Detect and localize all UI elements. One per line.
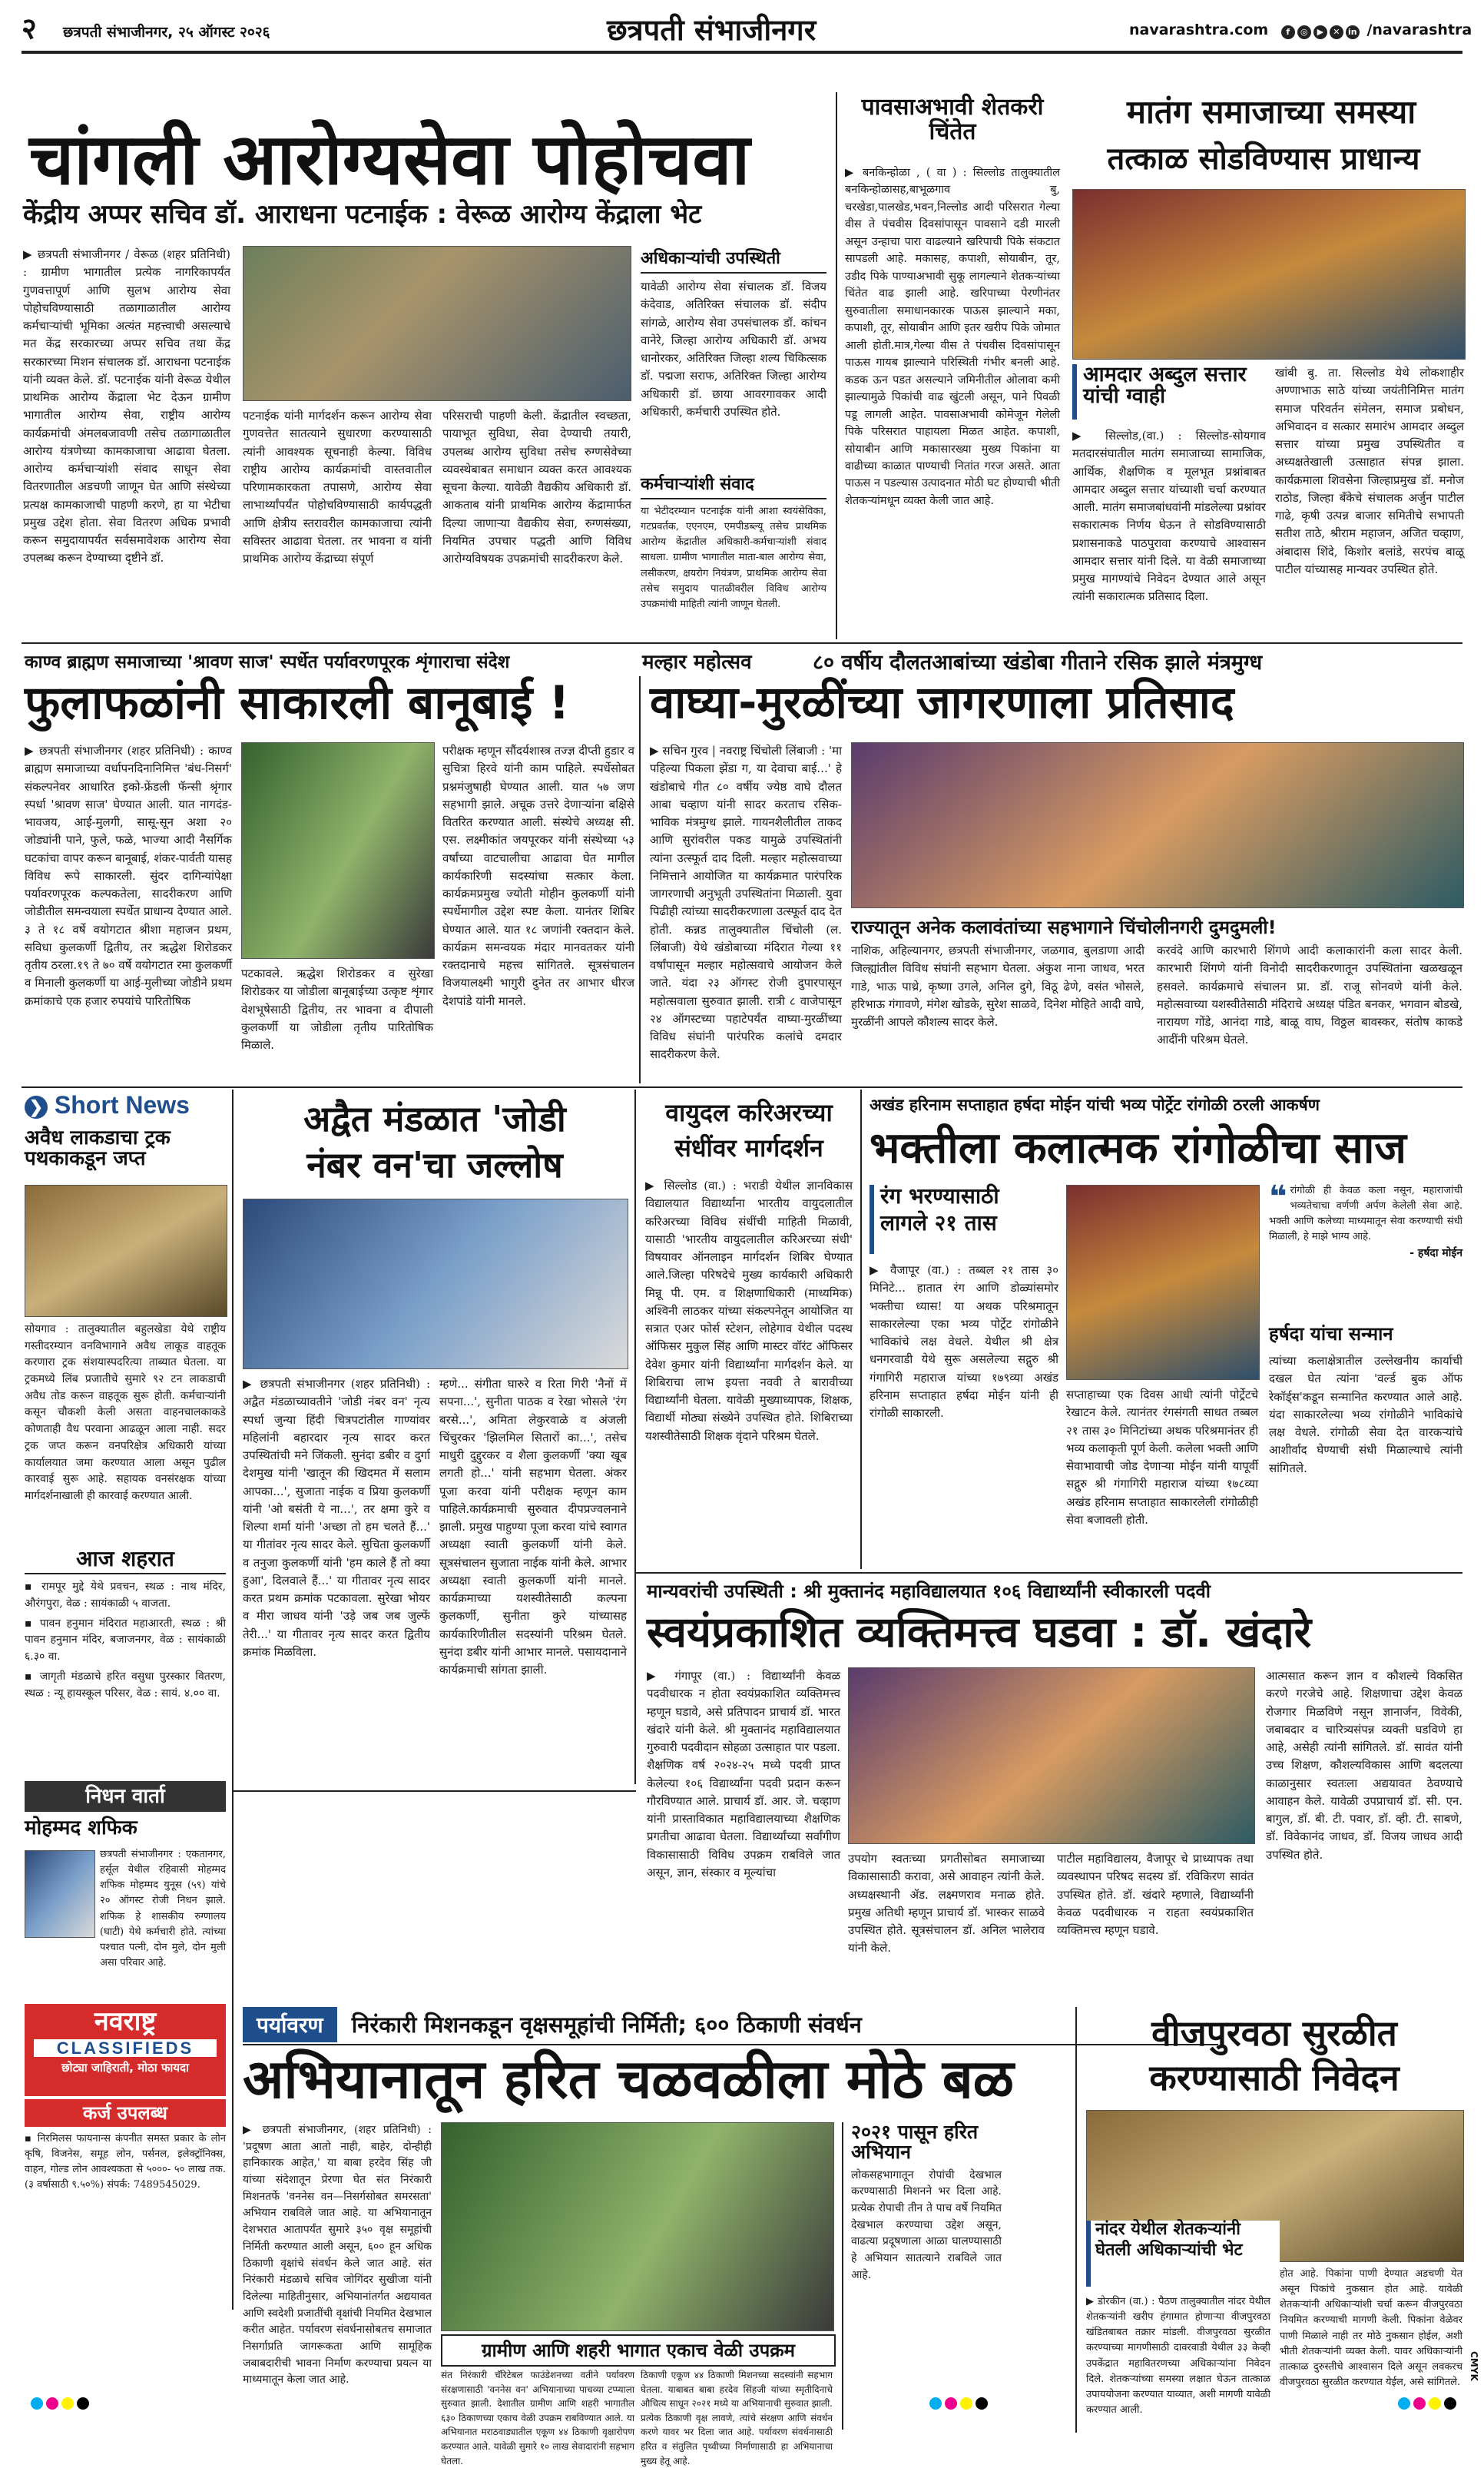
col-rule [836,92,837,639]
env-side-box-body: लोकसहभागातून रोपांची देखभाल करण्यासाठी मिशनने भर दिला आहे. प्रत्येक रोपाची तीन ते पाच वर्षे नियमित देखभाल करण्याचा उद्देश असून, वाढत्या प्रदूषणाला आळा घालण्यासाठी हे अभियान सातत्याने राबविले जात आहे. [851,2168,1002,2281]
waghya-subhead: राज्यातून अनेक कलावंतांच्या सहभागाने चिंचोलीनगरी दुमदुमली! [851,917,1277,938]
row2-rule [22,642,1462,644]
health-centre-photo [243,246,631,401]
matang-box [1072,364,1275,420]
rangoli-quote-text: रांगोळी ही केवळ कला नसून, महाराजांची भव्यतेचाचा वर्णणी अर्पण केलेली सेवा आहे. भक्ती आणि कलेच्या माध्यमातून सेवा करण्याची संधी मिळाली, हे माझे भाग्य आहे. [1269,1185,1462,1243]
col-rule-5 [860,1090,862,1569]
power-headline-1: वीजपुरवठा सुरळीत [1151,2012,1397,2054]
vayudal-body: ▶ सिल्लोड (वा.) : भराडी येथील ज्ञानविकास विद्यालयात विद्यार्थ्यांना भारतीय वायुदलातील करिअरच्या विविध संधींची माहिती मिळावी, यासाठी 'भारतीय वायुदलातील करिअरच्या संधी' विषयावर ऑनलाइन मार्गदर्शन शिबिर घेण्यात आले.जिल्हा परिषदेचे मुख्य कार्यकारी अधिकारी मिन्नू पी. एम. व शिक्षणाधिकारी (माध्यमिक) अश्विनी लाठकर यांच्या संकल्पनेतून आयोजित या सत्रात एअर फोर्स स्टेशन, लोहेगाव येथील पदस्थ ऑफिसर मुकुल सिंह आणि मास्टर वॉरंट ऑफिसर देवेश कुमार यांनी विद्यार्थ्यांना मार्गदर्शन केले. या शिबिराचा लाभ इयत्ता नववी ते बारावीच्या विद्यार्थ्यांनी घेतला. यावेळी मुख्याध्यापक, शिक्षक, विद्यार्थी मोठ्या संख्येने उपस्थित होते. शिबिराच्या यशस्वीतेसाठी शिक्षक वृंदाने परिश्रम घेतले. [645,1179,853,1443]
short-news-label: ❯ Short News [25,1091,190,1120]
classifieds-tagline: छोट्या जाहिराती, मोठा फायदा [61,2060,189,2075]
edition-title: छत्रपती संभाजीनगर [607,13,817,47]
registration-dots-left [31,2397,92,2413]
timber-truck-photo [25,1185,227,1317]
env-body-1: ▶ छत्रपती संभाजीनगर, (शहर प्रतिनिधी) : 'प्रदूषण आता आतो नाही, बाहेर, दोन्हीही हानिकारक आहेत,' या बाबा हरदेव सिंह जी यांच्या संदेशातून प्रेरणा घेत संत निरंकारी मिशनतर्फे 'वननेस वन—निसर्गसोबत समरसता' अभियान राबविले जात आहे. या अभियानातून देशभरात आतापर्यंत सुमारे ३५० वृक्ष समूहांची निर्मिती करण्यात आली असून, ६०० हून अधिक ठिकाणी वृक्षांचे संवर्धन केले जात आहे. संत निरंकारी मंडळाचे सचिव जोगिंदर सुखीजा यांनी दिलेल्या माहितीनुसार, अभियानांतर्गत अद्ययावत आणि स्वदेशी प्रजातींची वृक्षांची नियमित देखभाल करीत आहेत. पर्यावरण संवर्धनासोबतच समाजात निसर्गाप्रति जागरूकता आणि सामूहिक जबाबदारीची भावना निर्माण करण्याचा प्रयत्न या माध्यमातून केला जात आहे. [243,2124,432,2387]
site-links [1129,22,1472,39]
banu-body-3: परीक्षक म्हणून सौंदर्यशास्त्र तज्ज्ञ दीप्ती हुडार व सुचित्रा हिरवे यांनी काम पाहिले. स्पर्धेसोबत प्रश्नमंजुषाही घेण्यात आली. यात ५७ जण सहभागी झाले. अचूक उत्तरे देणाऱ्यांना बक्षिसे वितरित करण्यात आली. संस्थेचे अध्यक्ष सी. एस. लक्ष्मीकांत जयपूरकर यांनी संस्थेच्या ५३ वर्षांच्या वाटचालीचा आढावा घेत मागील कार्यकारिणी सदस्यांचा सत्कार केला. कार्यक्रमप्रमुख ज्योती मोहीन कुलकर्णी यांनी स्पर्धेमागील उद्देश स्पष्ट केला. यानंतर शिबिर घेण्यात आले. यात १८ जणांनी रक्तदान केले. कार्यक्रम समन्वयक मंदार मानवतकर यांनी रक्तदानाचे महत्त्व सांगितले. सूत्रसंचालन विजयालक्ष्मी भागुरी दुनेत तर आभार धीरज देशपांडे यांनी मानले. [442,744,634,1008]
x-icon[interactable]: ✕ [1330,25,1343,39]
waghya-body-2: नाशिक, अहिल्यानगर, छत्रपती संभाजीनगर, जळगाव, बुलडाणा आदी जिल्ह्यांतील विविध संघांनी सहभाग घेतला. अंकुश नाना जाधव, भरत गाडे, भाऊ पाथ्रे, कृष्णा उगले, अनिल दुगे, विठू ढेणे, वसंत भोसले, हरिभाऊ गंगावणे, मंगेश खोडके, सुरेश साळवे, दिनेश मोहिते आदी वाघे, मुरळींनी आपले कौशल्य सादर केले. [851,944,1144,1029]
staff-box-title: कर्मचाऱ्यांशी संवाद [641,472,826,499]
env-side-box [842,2122,1002,2430]
vayudal-headline-2: संधींवर मार्गदर्शन [674,1133,823,1163]
officials-box-body: यावेळी आरोग्य सेवा संचालक डॉ. विजय कंदेवाड, अतिरिक्त संचालक डॉ. संदीप सांगळे, आरोग्य सेवा उपसंचालक डॉ. कांचन वानेरे, जिल्हा आरोग्य अधिकारी डॉ. अभय धानोरकर, अतिरिक्त जिल्हा शल्य चिकित्सक डॉ. पद्मजा सराफ, अतिरिक्त जिल्हा आरोग्य अधिकारी डॉ. छाया आवरगावकर आदी अधिकारी, कर्मचारी उपस्थित होते. [641,280,826,419]
obituary-body: छत्रपती संभाजीनगर : एकतानगर, हर्सूल येथील रहिवासी मोहम्मद शफिक मोहम्मद युनूस (५९) यांचे २० ऑगस्ट रोजी निधन झाले. शफिक हे शासकीय रुग्णालय (घाटी) येथे कर्मचारी होते. त्यांच्या पश्चात पत्नी, दोन मुले, दोन मुली असा परिवार आहे. [100,1849,226,1969]
rangoli-headline: भक्तीला कलात्मक रांगोळीचा साज [870,1123,1406,1173]
masthead-rule [22,51,1462,54]
black-dot [77,2397,89,2410]
linkedin-icon[interactable]: in [1346,25,1360,39]
staff-box-body: या भेटीदरम्यान पटनाईक यांनी आशा स्वयंसेविका, गटप्रवर्तक, एएनएम, एमपीडब्ल्यू तसेच प्राथमिक आरोग्य केंद्रातील अधिकारी-कर्मचाऱ्यांशी संवाद साधला. ग्रामीण भागातील माता-बाल आरोग्य सेवा, लसीकरण, क्षयरोग नियंत्रण, प्राथमिक आरोग्य सेवा तसेच समुदाय पातळीवरील विविध आरोग्य उपक्रमांची माहिती त्यांनी जाणून घेतली. [641,506,826,610]
lead-subhead: केंद्रीय अप्पर सचिव डॉ. आराधना पटनाईक : वेरूळ आरोग्य केंद्राला भेट [23,199,702,230]
social-icons [1281,22,1367,38]
matang-headline-1: मातंग समाजाच्या समस्या [1126,93,1416,131]
matang-body-2: खांबी बु. ता. सिल्लोड येथे लोकशाहीर अण्णाभाऊ साठे यांच्या जयंतीनिमित्त मातंग समाज परिवर्तन संमेलन, समाज प्रबोधन, अभिवादन व सत्कार समारंभ आमदार अब्दुल सत्तार यांच्या प्रमुख उपस्थितीत व अध्यक्षतेखाली उत्साहात संपन्न झाला. कार्यक्रमाला शिवसेना जिल्हाप्रमुख डॉ. मनोज राठोड, जिल्हा बँकेचे संचालक अर्जुन पाटील गाढे, कृषी उत्पन्न बाजार समितीचे सभापती सतीश ताठे, श्रीराम महाजन, अजित चव्हाण, अंबादास शिंदे, किशोर बलांडे, सरपंच बाळू पाटील यांच्यासह मान्यवर उपस्थित होते. [1275,366,1464,576]
lead-body-col2: पटनाईक यांनी मार्गदर्शन करून आरोग्य सेवा गुणवत्तेत सातत्याने सुधारणा करण्यासाठी त्यांनी आवश्यक सूचनाही केल्या. विविध राष्ट्रीय आरोग्य कार्यक्रमांची वास्तवातील परिणामकारकता तपासणे, आरोग्य सेवा लाभार्थ्यांपर्यंत पोहोचविण्यासाठी कार्यपद्धती आणि क्षेत्रीय स्तरावरील कामकाजाचा त्यांनी सविस्तर आढावा घेतला. तर भावना व यांनी प्राथमिक आरोग्य केंद्राच्या संपूर्ण [243,409,432,566]
yellow-dot [960,2397,972,2410]
magenta-dot [1413,2397,1426,2410]
officials-box-title: अधिकाऱ्यांची उपस्थिती [641,246,826,274]
magenta-dot [46,2397,58,2410]
honor-body: त्यांच्या कलाक्षेत्रातील उल्लेखनीय कार्याची दखल घेत त्यांना 'वर्ल्ड बुक ऑफ रेकॉर्ड्स'कडून सन्मानित करण्यात आले आहे. यंदा साकारलेल्या भव्य रांगोळीने भाविकांचे लक्ष वेधले. रांगोळी सेवा देत वारकऱ्यांचे आशीर्वाद घेण्याची संधी मिळाल्याचे त्यांनी सांगितले. [1269,1354,1462,1475]
aaj-item: ▪ पावन हनुमान मंदिरात महाआरती, स्थळ : श्री पावन हनुमान मंदिर, बजाजनगर, वेळ : सायंकाळी ६.३० वा. [25,1617,226,1664]
facebook-icon[interactable]: f [1281,25,1295,39]
social-handle[interactable]: /navarashtra [1366,22,1472,38]
matang-headline-2: तत्काळ सोडविण्यास प्राधान्य [1107,141,1420,177]
power-caption-line-1: नांदर येथील शेतकऱ्यांनी [1095,2220,1241,2239]
rangoli-box-line-1: रंग भरण्यासाठी [880,1183,999,1209]
rangoli-quote [1269,1179,1462,1319]
short-news-body: सोयगाव : तालुक्यातील बहुलखेडा येथे राष्ट्रीय गस्तीदरम्यान वनविभागाने अवैध लाकूड वाहतूक करणारा ट्रक संशयास्पदरित्या ताब्यात घेतला. या ट्रकमध्ये लिंब प्रजातीचे सुमारे ९२ टन लाकडाची अवैध तोड करून वाहतूक सुरू होती. कर्मचाऱ्यांनी कसून चौकशी केली असता वाहनचालकाकडे कोणताही वैध परवाना आढळून आला नाही. सदर ट्रक जप्त करून वनपरिक्षेत्र अधिकारी यांच्या कार्यालयात जमा करण्यात आला असून पुढील कारवाई सुरू आहे. सहायक वनसंरक्षक यांच्या मार्गदर्शनाखाली ही कारवाई करण्यात आली. [25,1323,226,1502]
degree-kicker: मान्यवरांची उपस्थिती : श्री मुक्तानंद महाविद्यालयात १०६ विद्यार्थ्यांनी स्वीकारली पदवी [647,1581,1211,1602]
env-photo-caption: ग्रामीण आणि शहरी भागात एकाच वेळी उपक्रम [441,2334,836,2367]
banu-photo [241,742,435,959]
rangoli-photo [1066,1185,1260,1380]
waghya-body-3: करवंदे आणि कारभारी शिंगणे आदी कलाकारांनी कला सादर केली. कारभारी शिंगणे यांनी विनोदी सादरीकरणातून उपस्थितांना खळखळून हसवले. कार्यक्रमाचे संचालन प्रा. डॉ. राजू सोनवणे यांनी केले. महोत्सवाच्या यशस्वीतेसाठी मंदिराचे अध्यक्ष पंडित बनकर, भगवान बोडखे, नारायण गोंडे, आनंदा गाडे, बाळू वाघ, विठ्ठल बावस्कर, संतोष काकडे आदींनी परिश्रम घेतले. [1157,944,1462,1047]
cyan-dot [929,2397,942,2410]
col-rule-2 [639,676,641,1083]
degree-body-1: ▶ गंगापूर (वा.) : विद्यार्थ्यांनी केवळ पदवीधारक न होता स्वयंप्रकाशित व्यक्तिमत्त्व म्हणून घडावे, असे प्रतिपादन प्राचार्य डॉ. भारत खंदारे यांनी केले. श्री मुक्तानंद महाविद्यालयात गुरुवारी पदवीदान सोहळा उत्साहात पार पडला. शैक्षणिक वर्ष २०२४-२५ मध्ये पदवी प्राप्त केलेल्या १०६ विद्यार्थ्यांना पदवी प्रदान करून गौरविण्यात आले. प्राचार्य डॉ. आर. जे. चव्हाण यांनी प्रास्ताविकात महाविद्यालयाच्या शैक्षणिक प्रगतीचा आढावा घेतला. विद्यार्थ्यांच्या सर्वांगीण विकासासाठी विविध उपक्रम राबविले जात असून, ज्ञान, संस्कार व मूल्यांचा [647,1669,840,1879]
obituary-name: मोहम्मद शफिक [25,1816,137,1839]
rangoli-quote-author: - हर्षदा मोईन [1409,1246,1462,1259]
aaj-item: ▪ रामपूर मुद्दे येथे प्रवचन, स्थळ : नाथ मंदिर, औरंगपुरा, वेळ : सायंकाळी ५ वाजता. [25,1581,226,1611]
black-dot [976,2397,988,2410]
waghya-headline: वाघ्या-मुरळींच्या जागरणाला प्रतिसाद [650,676,1234,728]
cmyk-mark: CMYK [1469,2351,1479,2381]
row3-rule [22,1086,1462,1088]
power-headline-2: करण्यासाठी निवेदन [1149,2057,1400,2098]
power-body-2: होत आहे. पिकांना पाणी देण्यात अडचणी येत असून पिकांचे नुकसान होत आहे. यावेळी शेतकऱ्यांनी अधिकाऱ्यांशी चर्चा करून वीजपुरवठा नियमित करण्याची मागणी केली. पिकांना वेळेवर पाणी मिळाले नाही तर मोठे नुकसान होईल, अशी भीती शेतकऱ्यांनी व्यक्त केली. यावर अधिकाऱ्यांनी तात्काळ दुरुस्तीचे आश्वासन दिले असून लवकरच वीजपुरवठा सुरळीत करण्यात येईल, असे सांगितले. [1280,2268,1462,2388]
matang-box-line: आमदार अब्दुल सत्तार यांची ग्वाही [1083,363,1247,409]
classifieds-brand: नवराष्ट्र [94,2006,157,2037]
lead-body-col3: परिसराची पाहणी केली. केंद्रातील स्वच्छता, पायाभूत सुविधा, सेवा देण्याची तयारी, उपलब्ध आरोग्य सुविधा तसेच रुग्णसेवेच्या व्यवस्थेबाबत समाधान व्यक्त करत आवश्यक सूचना केल्या. यावेळी वैद्यकीय अधिकारी डॉ. आकताब यांनी प्राथमिक आरोग्य केंद्रामार्फत दिल्या जाणाऱ्या वैद्यकीय सेवा, रुग्णसंख्या, नियमित उपचार पद्धती आणि विविध आरोग्यविषयक उपक्रमांची सादरीकरण केले. [442,409,631,566]
quote-icon: ❝ [1269,1179,1287,1215]
lead-headline: चांगली आरोग्यसेवा पोहोचवा [29,118,750,201]
env-side-box-title: २०२१ पासून हरित अभियान [851,2121,979,2164]
lead-body-col1: ▶ छत्रपती संभाजीनगर / वेरूळ (शहर प्रतिनिधी) : ग्रामीण भागातील प्रत्येक नागरिकापर्यंत गुणवत्तापूर्ण आणि सुलभ आरोग्य सेवा पोहोचविण्यासाठी तळागाळातील आरोग्य कर्मचाऱ्यांची भूमिका अत्यंत महत्त्वाची असल्याचे मत केंद्र सरकारच्या अप्पर सचिव तथा केंद्र सरकारच्या मिशन संचालक डॉ. आराधना पटनाईक यांनी व्यक्त केले. डॉ. पटनाईक यांनी वेरूळ येथील प्राथमिक आरोग्य केंद्राला भेट देऊन ग्रामीण भागातील आरोग्य सेवा, राष्ट्रीय आरोग्य कार्यक्रमांची अंमलबजावणी तसेच तळागाळातील आरोग्य यंत्रणेच्या कामकाजाचा आढावा घेतला. आरोग्य कर्मचाऱ्यांशी संवाद साधून सेवा वितरणातील अडचणी जाणून घेत आणि संस्थेच्या प्रत्यक्ष कामकाजाची पाहणी करणे, हा या भेटीचा प्रमुख उद्देश होता. सेवा वितरण अधिक प्रभावी करून समुदायापर्यंत सर्वसमावेशक आरोग्य सेवा उपलब्ध करून देण्याच्या दृष्टीने डॉ. [23,247,230,566]
banu-body-2: पटकावले. ऋद्धेश शिरोडकर व सुरेखा शिरोडकर या जोडीला बानूबाईच्या उत्कृष्ट शृंगार वेशभूषेसाठी द्वितीय, तर भावना व दीपाली कुलकर्णी या जोडीला तृतीय पारितोषिक मिळाले. [241,967,433,1052]
col-rule-3 [232,1090,234,2310]
youtube-icon[interactable]: ▶ [1313,25,1327,39]
rangoli-box [870,1185,1065,1254]
banu-kicker: काण्व ब्राह्मण समाजाच्या 'श्रावण साज' स्पर्धेत पर्यावरणपूरक शृंगाराचा संदेश [25,652,510,672]
cyan-dot [1398,2397,1410,2410]
rangoli-box-line-2: लागले २१ तास [880,1210,997,1236]
aaj-shahrat-title: आज शहरात [25,1547,226,1574]
rangoli-body-1: ▶ वैजापूर (वा.) : तब्बल २१ तास ३० मिनिटे... हातात रंग आणि डोळ्यांसमोर भक्तीचा ध्यास! या अथक परिश्रमातून साकारलेल्या एका भव्य पोर्ट्रेट रांगोळीने भाविकांचे लक्ष वेधले. येथील श्री क्षेत्र धनगरवाडी येथे सुरू असलेल्या सद्गुरु श्री गंगागिरी महाराज यांच्या १७९व्या अखंड हरिनाम सप्ताहात हर्षदा मोईन यांनी ही रांगोळी साकारली. [870,1263,1058,1420]
degree-body-2: उपयोग स्वतःच्या प्रगतीसोबत समाजाच्या विकासासाठी करावा, असे आवाहन त्यांनी केले. अध्यक्षस्थानी ॲड. लक्ष्मणराव मनाळ होते. प्रमुख अतिथी म्हणून प्राचार्य डॉ. भास्कर साळवे उपस्थित होते. सूत्रसंचालन डॉ. अनिल भालेराव यांनी केले. [848,1852,1045,1955]
yellow-dot [1429,2397,1441,2410]
black-dot [1444,2397,1456,2410]
officials-box [641,246,826,469]
rangoli-body-2: सप्ताहाच्या एक दिवस आधी त्यांनी पोर्ट्रेटचे रेखाटन केले. त्यानंतर रंगसंगती साधत तब्बल २१ तास ३० मिनिटांच्या अथक परिश्रमानंतर ही भव्य कलाकृती पूर्ण केली. कलेला भक्ती आणि सेवाभावाची जोड देणाऱ्या मोईन यांनी यापूर्वी सद्गुरु श्री गंगागिरी महाराज यांच्या १७८व्या अखंड हरिनाम सप्ताहात साकारलेली रांगोळीही सेवा बजावली होती. [1066,1388,1258,1527]
cyan-dot [31,2397,43,2410]
obituary-photo [25,1850,95,1938]
degree-rule [636,1572,1462,1574]
aaj-item: ▪ जागृती मंडळाचे हरित वसुधा पुरस्कार वितरण, स्थळ : न्यू हायस्कूल परिसर, वेळ : सायं. ४.०० वा. [25,1670,226,1700]
classifieds-label: CLASSIFIEDS [34,2039,217,2057]
aaj-shahrat-box [25,1547,226,1702]
power-caption-line-2: घेतली अधिकाऱ्यांची भेट [1095,2241,1243,2261]
degree-body-3: पाटील महाविद्यालय, वैजापूर चे प्राध्यापक तथा व्यवस्थापन परिषद सदस्य डॉ. रविकिरण सावंत उपस्थित होते. डॉ. खंदारे म्हणाले, विद्यार्थ्यांनी केवळ पदवीधारक न राहता स्वयंप्रकाशित व्यक्तिमत्त्व म्हणून घडावे. [1057,1852,1254,1937]
loan-banner: कर्ज उपलब्ध [25,2099,226,2127]
degree-headline: स्वयंप्रकाशित व्यक्तिमत्त्व घडवा : डॉ. खंदारे [647,1607,1312,1657]
env-body-2: संत निरंकारी चॅरिटेबल फाउंडेशनच्या वतीने पर्यावरण संरक्षणासाठी 'वननेस वन' अभियानाच्या पाचव्या टप्प्याला सुरुवात झाली. देशातील ग्रामीण आणि शहरी भागातील ६३० ठिकाणच्या एकाच वेळी उपक्रम राबविण्यात आले. या अभियानात मराठवाड्यातील एकूण ४४ ठिकाणी वृक्षारोपण करण्यात आले. यावेळी सुमारे १० लाख सेवादारांनी सहभाग घेतला. [441,2370,634,2466]
farmer-body: ▶ बनकिन्होळा , ( वा ) : सिल्लोड तालुक्यातील बनकिन्होळासह,बाभूळगाव बु, चरखेडा,पालखेड,भवन,निल्लोड आदी परिसरात गेल्या वीस ते पंचवीस दिवसांपासून पावसाने दडी मारली असून उन्हाचा पारा वाढल्याने खरिपाची पिके संकटात सापडली आहे. मकासह, कपाशी, सोयाबीन, तूर, उडीद पिके पाण्याअभावी सुकू लागल्याने शेतकऱ्यांच्या चिंतेत वाढ झाली आहे. खरिपाच्या पेरणीनंतर सुरुवातीला समाधानकारक पाऊस झाल्याने मका, कपाशी, तूर, सोयाबीन आणि इतर खरीप पिके जोमात आली होती.मात्र,गेल्या वीस ते पंचवीस दिवसांपासून पाऊस गायब झाल्याने परिस्थिती गंभीर बनली आहे. कडक ऊन पडत असल्याने जमिनीतील ओलावा कमी झाल्यामुळे पिकांची वाढ खुंटली असून, पाने पिवळी पडू लागली आहेत. पावसाअभावी कोमेजून गेलेली पिके परिसरात पाहायला मिळत आहेत. कपाशी, सोयाबीन आणि मकासारख्या मुख्य पिकांना या वाढीच्या काळात पाण्याची नितांत गरज असते. आता पाऊस न पडल्यास उत्पादनात मोठी घट होण्याची भीती शेतकऱ्यांमधून व्यक्त केली जात आहे. [845,167,1060,507]
env-kicker: निरंकारी मिशनकडून वृक्षसमूहांची निर्मिती; ६०० ठिकाणी संवर्धन [351,2012,862,2038]
power-body-1: ▶ डोरकीन (वा.) : पैठण तालुक्यातील नांदर येथील शेतकऱ्यांनी खरीप हंगामात होणाऱ्या वीजपुरवठा खंडितबाबत तक्रार मांडली. वीजपुरवठा सुरळीत करण्याच्या मागणीसाठी दावरवाडी येथील ३३ केव्ही उपकेंद्रात महावितरणच्या अधिकाऱ्यांना निवेदन दिले. शेतकऱ्यांच्या समस्या लक्षात घेऊन तात्काळ उपाययोजना करण्यात याव्यात, अशी मागणी यावेळी करण्यात आली. [1086,2296,1270,2416]
waghya-body: ▶ सचिन गुरव | नवराष्ट्र चिंचोली लिंबाजी : 'मा पहिल्या पिकला झेंडा ग, या देवाचा बाई...' हे खंडोबाचे गीत ८० वर्षीय ज्येष्ठ वाघे दौलत आबा चव्हाण यांनी सादर करताच रसिक-भाविक मंत्रमुग्ध झाले. गायनशैलीतील ताकद आणि सुरांवरील पकड यामुळे उपस्थितांनी त्यांना उत्स्फूर्त दाद दिली. मल्हार महोत्सवाच्या निमित्ताने आयोजित या कार्यक्रमात पारंपरिक जागरणाची अनुभूती उपस्थितांना मिळाली. युवा पिढीही त्यांच्या सादरीकरणाला उत्स्फूर्त दाद देत होती. कन्नड तालुक्यातील चिंचोली (ल. लिंबाजी) येथे खंडोबाच्या मंदिरात गेल्या ११ वर्षांपासून मल्हार महोत्सवाचे आयोजन केले जाते. यंदा २३ ऑगस्ट रोजी दुपारपासून महोत्सवाला सुरुवात झाली. रात्री ८ वाजेपासून २४ ऑगस्टच्या पहाटेपर्यंत वाघ्या-मुरळींच्या विविध संघांनी पारंपरिक कलांचे दमदार सादरीकरण केले. [650,744,842,1062]
site-url[interactable]: navarashtra.com [1129,22,1269,38]
advait-headline-2: नंबर वन'चा जल्लोष [306,1144,563,1186]
banu-headline: फुलाफळांनी साकारली बानूबाई ! [25,676,570,730]
advait-headline-1: अद्वैत मंडळात 'जोडी [303,1098,566,1139]
honor-headline: हर्षदा यांचा सन्मान [1269,1323,1393,1345]
instagram-icon[interactable]: ◎ [1297,25,1311,39]
degree-body-4: आत्मसात करून ज्ञान व कौशल्ये विकसित करणे गरजेचे आहे. शिक्षणाचा उद्देश केवळ रोजगार मिळविणे नसून ज्ञानार्जन, विवेकी, जबाबदार व चारित्र्यसंपन्न व्यक्ती घडविणे हा आहे, असेही त्यांनी सांगितले. डॉ. सावंत यांनी उच्च शिक्षण, कौशल्यविकास आणि बदलत्या काळानुसार स्वतःला अद्ययावत ठेवण्याचे आवाहन केले. यावेळी उपप्राचार्य डॉ. सी. एन. बागुल, डॉ. बी. टी. पवार, डॉ. व्ही. टी. साबणे, डॉ. विवेकानंद जाधव, डॉ. विजय जाधव आदी उपस्थित होते. [1266,1669,1462,1862]
yellow-dot [61,2397,74,2410]
registration-dots-center [929,2397,991,2413]
matang-body-1: ▶ सिल्लोड,(वा.) : सिल्लोड-सोयगाव मतदारसंघातील मातंग समाजाच्या सामाजिक, आर्थिक, शैक्षणिक व मूलभूत प्रश्नांबाबत आमदार अब्दुल सत्तार यांच्याशी चर्चा करण्यात आली. मातंग समाजबांधवांनी मांडलेल्या प्रश्नांवर सकारात्मक निर्णय घेऊन ते सोडविण्यासाठी प्रशासनाकडे पाठपुरावा करण्याचे आश्वासन आमदार सत्तार यांनी दिले. या वेळी समाजाच्या प्रमुख मागण्यांचे निवेदन देण्यात आले असून त्यांनी सकारात्मक प्रतिसाद दिला. [1072,429,1266,604]
dateline: छत्रपती संभाजीनगर, २५ ऑगस्ट २०२६ [63,24,270,41]
rangoli-kicker: अखंड हरिनाम सप्ताहात हर्षदा मोईन यांची भव्य पोर्ट्रेट रांगोळी ठरली आकर्षण [870,1096,1320,1114]
banu-body-1: ▶ छत्रपती संभाजीनगर (शहर प्रतिनिधी) : काण्व ब्राह्मण समाजाच्या वर्धापनदिनानिमित्त 'बंध-निसर्ग' संकल्पनेवर आधारित इको-फ्रेंडली फॅन्सी श्रृंगार स्पर्धा 'श्रावण साज' घेण्यात आली. यात नागदंड-भावजय, आई-मुलगी, सासू-सून अशा २० जोड्यांनी पाने, फुले, फळे, भाज्या आदी नैसर्गिक घटकांचा वापर करून बानूबाई, शंकर-पार्वती यासह विविध रूपे साकारली. सुंदर दागिन्यांपेक्षा पर्यावरणपूरक कल्पकतेला, सादरीकरण आणि जोडीतील समन्वयाला स्पर्धेत प्राधान्य देण्यात आले. ३ ते १८ वर्षे वयोगटात श्रीशा महाजन प्रथम, सविधा कुलकर्णी द्वितीय, तर ऋद्धेश शिरोडकर तृतीय ठरला.१९ ते ७० वर्षे वयोगटात रमा कुलकर्णी व मिनाली कुलकर्णी या आई-मुलीच्या जोडीने प्रथम क्रमांकाचे एक हजार रुपयांचे पारितोषिक [25,744,232,1008]
degree-photo [848,1667,1255,1844]
advait-body-2: म्हणे... संगीता घारुरे व रिता गिरी 'नैनों में सपना...', सुनीता पाठक व रेखा भोसले 'रंग बरसे...', अमिता लेकुरवाळे व अंजली चिंचुरकर 'झिलमिल सितारों का...', तसेच माधुरी दुद्दुरकर व शैला कुलकर्णी 'क्या खूब लगती हो...' यांनी सहभाग घेतला. अंकर पूजा करवा यांनी परीक्षक म्हणून काम पाहिले.कार्यक्रमाची सुरुवात दीपप्रज्वलनाने झाली. प्रमुख पाहुण्या पूजा करवा यांचे स्वागत अध्यक्षा स्वाती कुलकर्णी यांनी केले. सूत्रसंचालन सुजाता नाईक यांनी केले. आभार अध्यक्षा स्वाती कुलकर्णी यांनी मानले. कार्यक्रमाच्या यशस्वीतेसाठी कल्पना कुलकर्णी, सुनीता कुरे यांच्यासह कार्यकारिणीतील सदस्यांनी परिश्रम घेतले. सुनंदा डबीर यांनी आभार मानले. पसायदानाने कार्यक्रमाची सांगता झाली. [439,1377,627,1677]
page-number: २ [22,12,37,45]
env-photo [441,2122,834,2331]
col-rule-4 [634,1090,636,1784]
obituary-banner: निधन वार्ता [25,1781,226,1812]
waghya-photo [851,742,1464,908]
chevron-right-icon: ❯ [25,1096,48,1119]
short-news-headline: अवैध लाकडाचा ट्रक पथकाकडून जप्त [25,1126,171,1171]
vayudal-headline-1: वायुदल करिअरच्या [665,1098,833,1127]
farmer-headline: पावसाअभावी शेतकरी चिंतेत [861,94,1044,145]
registration-dots-right [1398,2397,1459,2413]
env-tag: पर्यावरण [243,2007,337,2042]
power-caption [1086,2221,1280,2287]
env-headline: अभियानातून हरित चळवळीला मोठे बळ [243,2048,1014,2111]
magenta-dot [945,2397,957,2410]
classifieds-block[interactable] [25,2004,226,2096]
col-rule-6 [1075,2007,1077,2433]
env-body-3: ठिकाणी एकूण ४४ ठिकाणी मिशनच्या सदस्यांनी सहभाग घेतला. याबाबत बाबा हरदेव सिंहजी यांच्या स्मृतीदिनाचे औचित्य साधून २०२१ मध्ये या अभियानाची सुरुवात झाली. प्रत्येक ठिकाणी वृक्ष लावणे, त्यांचे संरक्षण आणि संवर्धन करणे यावर भर दिला जात आहे. पर्यावरण संवर्धनासाठी हरित व संतुलित पृथ्वीच्या निर्माणासाठी हा अभियानाचा मुख्य हेतू आहे. [641,2370,833,2466]
advait-body-1: ▶ छत्रपती संभाजीनगर (शहर प्रतिनिधी) : अद्वैत मंडळाच्यावतीने 'जोडी नंबर वन' नृत्य स्पर्धा जुन्या हिंदी चित्रपटांतील गाण्यांवर महिलांनी बहारदार नृत्य सादर करत उपस्थितांची मने जिंकली. सुनंदा डबीर व दुर्गा देशमुख यांनी 'खातून की खिदमत में सलाम आपका...', सुजाता नाईक व प्रिया कुलकर्णी यांनी 'ओ बसंती ये ना...', तर क्षमा कुरे व शिल्पा शर्मा यांनी 'अच्छा तो हम चलते हैं...' या गीतांवर नृत्य सादर केले. सुचिता कुलकर्णी व तनुजा कुलकर्णी यांनी 'हम काले हैं तो क्या हुआ', दिलवाले हैं...' या गीतावर नृत्य सादर करत प्रथम क्रमांक पटकावला. सुरेखा भोयर व मीरा जाधव यांनी 'उड़े जब जब जुल्फें तेरी...' या गीतावर नृत्य सादर करत द्वितीय क्रमांक मिळविला. [243,1377,430,1659]
staff-box [641,472,826,633]
loan-body: ▪ निरमिलस फायनान्स कंपनीत समस्त प्रकार के लोन कृषि, विजनेस, समूह लोन, पर्सनल, इलेक्ट्रॉनिक्स, वाहन, गोल्ड लोन आवश्यकता से ५०००- ५० लाख तक. (३ वर्षासाठी ९.५०%) संपर्क: 7489545029. [25,2133,226,2191]
advait-photo [243,1199,628,1369]
malhar-kicker: ८० वर्षीय दौलतआबांच्या खंडोबा गीताने रसिक झाले मंत्रमुग्ध [813,651,1263,675]
matang-photo [1072,189,1466,360]
env-kicker-bar [243,2007,1218,2045]
malhar-tag: मल्हार महोत्सव [642,651,752,674]
env-rule [232,1790,636,1792]
